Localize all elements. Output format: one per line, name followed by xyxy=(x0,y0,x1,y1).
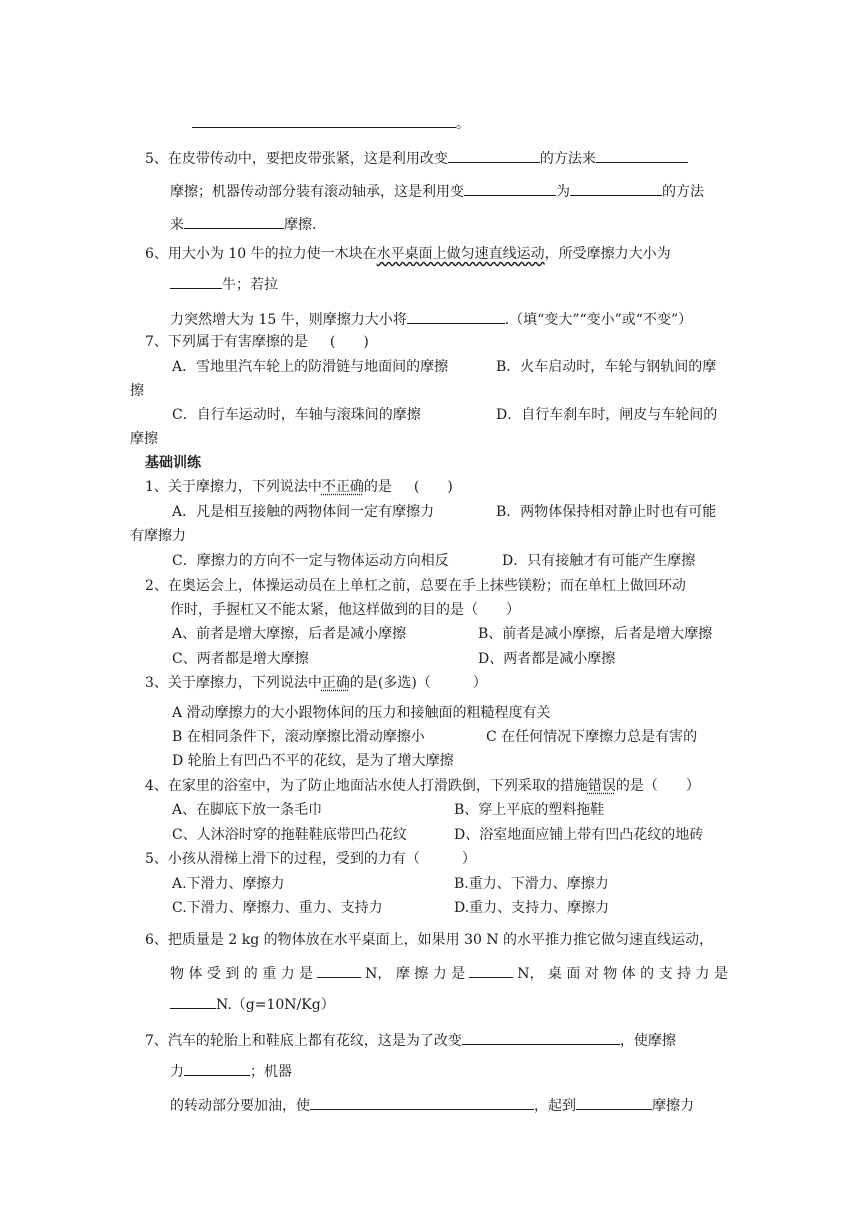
b2-line-1 xyxy=(145,576,686,596)
question-text: ，使摩擦 xyxy=(619,1033,676,1049)
q5-line-3 xyxy=(170,214,316,235)
question-number: 6、 xyxy=(145,932,168,948)
b2-option-a: A、前者是增大摩擦，后者是减小摩擦 xyxy=(172,626,407,642)
question-text: 在奥运会上，体操运动员在上单杠之前，总要在手上抹些镁粉；而在单杠上做回环动 xyxy=(167,578,686,594)
period: 。 xyxy=(456,116,470,132)
b7-line-2 xyxy=(170,1061,292,1082)
b6-line-2 xyxy=(170,963,728,984)
question-number: 6、 xyxy=(145,246,168,262)
emphasis-text: 正确 xyxy=(321,675,350,691)
question-text: 力突然增大为 15 牛，则摩擦力大小将 xyxy=(170,312,407,328)
question-text: 把质量是 2 kg 的物体放在水平桌面上，如果用 30 N 的水平推力推它做匀速直线运动， xyxy=(167,932,714,948)
question-number: 4、 xyxy=(145,778,168,794)
top-blank-line xyxy=(192,113,470,134)
b5-option-b: B.重力、下滑力、摩擦力 xyxy=(454,876,609,892)
question-text: 用大小为 10 牛的拉力使一木块在 xyxy=(167,246,377,262)
b1-option-d: D．只有接触才有可能产生摩擦 xyxy=(502,553,696,569)
answer-blank xyxy=(448,148,540,163)
question-text: 在家里的浴室中，为了防止地面沾水使人打滑跌倒，下列采取的措施 xyxy=(167,778,588,794)
b5-stem xyxy=(145,849,476,869)
question-text: 汽车的轮胎上和鞋底上都有花纹，这是为了改变 xyxy=(167,1033,462,1049)
b2-option-b: B、前者是减小摩擦，后者是增大摩擦 xyxy=(478,626,713,642)
question-text: 关于摩擦力，下列说法中 xyxy=(167,675,322,691)
question-text: 物 体 受 到 的 重 力 是 xyxy=(170,966,314,982)
q7-option-c: C．自行车运动时，车轴与滚珠间的摩擦 xyxy=(172,407,421,423)
question-text: ，起到 xyxy=(534,1098,576,1114)
question-text: 摩擦；机器传动部分装有滚动轴承，这是利用变 xyxy=(170,184,464,200)
answer-blank xyxy=(464,181,556,196)
question-number: 7、 xyxy=(145,334,168,350)
q6-line-2 xyxy=(170,274,278,295)
question-text: 为 xyxy=(556,184,570,200)
b2-option-d: D、两者都是减小摩擦 xyxy=(478,651,616,667)
b3-option-c: C 在任何情况下摩擦力总是有害的 xyxy=(486,729,698,745)
b1-option-b: B．两物体保持相对静止时也有可能 xyxy=(496,504,717,520)
b5-option-c: C.下滑力、摩擦力、重力、支持力 xyxy=(172,900,383,916)
question-text: N.（g=10N/Kg） xyxy=(216,997,335,1013)
b4-stem xyxy=(145,776,700,796)
question-text: N， 摩 擦 力 是 xyxy=(365,966,466,982)
emphasis-text: 不正确 xyxy=(321,479,364,495)
b1-option-c: C．摩擦力的方向不一定与物体运动方向相反 xyxy=(172,553,449,569)
answer-blank xyxy=(469,963,513,978)
answer-blank xyxy=(192,113,456,128)
q7-stem xyxy=(145,332,369,352)
q5-line-2 xyxy=(170,181,704,202)
question-text: 在皮带传动中，要把皮带张紧，这是利用改变 xyxy=(167,151,448,167)
b4-option-c: C、人沐浴时穿的拖鞋鞋底带凹凸花纹 xyxy=(172,827,407,843)
answer-blank xyxy=(310,1095,534,1110)
q7-option-b: B．火车启动时，车轮与钢轨间的摩 xyxy=(496,359,717,375)
question-number: 2、 xyxy=(145,578,168,594)
answer-paren: ( ) xyxy=(329,334,369,350)
b5-option-d: D.重力、支持力、摩擦力 xyxy=(454,900,610,916)
b1-option-b-cont: 有摩擦力 xyxy=(130,528,186,544)
q6-line-1 xyxy=(145,244,671,264)
question-text: 关于摩擦力，下列说法中 xyxy=(167,479,322,495)
q7-option-d: D．自行车刹车时，闸皮与车轮间的 xyxy=(496,407,718,423)
answer-blank xyxy=(170,994,216,1009)
answer-blank xyxy=(170,274,222,289)
b3-stem xyxy=(145,673,487,693)
question-text: N， 桌 面 对 物 体 的 支 持 力 是 xyxy=(517,966,728,982)
q5-line-1 xyxy=(145,148,688,169)
question-text: 摩擦. xyxy=(284,217,317,233)
question-text: ；机器 xyxy=(250,1064,292,1080)
b7-line-1 xyxy=(145,1030,676,1051)
question-text: 来 xyxy=(170,217,184,233)
b6-line-3 xyxy=(170,994,335,1015)
emphasis-text: 错误 xyxy=(587,778,616,794)
q7-option-d-cont: 摩擦 xyxy=(130,431,158,447)
question-number: 1、 xyxy=(145,479,168,495)
section-title: 基础训练 xyxy=(145,455,201,471)
b3-option-d: D 轮胎上有凹凸不平的花纹，是为了增大摩擦 xyxy=(172,753,454,769)
answer-paren: ( ) xyxy=(413,479,453,495)
question-text: 的方法来 xyxy=(539,151,596,167)
q7-option-b-cont: 擦 xyxy=(130,383,144,399)
b2-line-2: 作时，手握杠又不能太紧，他这样做到的目的是（ ） xyxy=(170,602,520,618)
answer-blank xyxy=(184,1061,250,1076)
b6-line-1 xyxy=(145,930,713,950)
question-text: 的是(多选)（ ） xyxy=(349,675,487,691)
answer-blank xyxy=(407,309,505,324)
question-number: 7、 xyxy=(145,1033,168,1049)
question-text: 牛；若拉 xyxy=(222,277,278,293)
b1-option-a: A．凡是相互接触的两物体间一定有摩擦力 xyxy=(172,504,435,520)
answer-blank xyxy=(596,148,688,163)
b5-option-a: A.下滑力、摩擦力 xyxy=(172,876,285,892)
answer-blank xyxy=(184,214,284,229)
question-text: 的是 xyxy=(363,479,392,495)
question-number: 5、 xyxy=(145,851,168,867)
question-text: 的转动部分要加油，使 xyxy=(170,1098,310,1114)
q7-option-a: A．雪地里汽车轮上的防滑链与地面间的摩擦 xyxy=(172,359,449,375)
question-text: 下列属于有害摩擦的是 xyxy=(167,334,308,350)
question-number: 3、 xyxy=(145,675,168,691)
emphasis-text: 水平桌面上做匀速直线运动 xyxy=(376,246,545,262)
b3-option-a: A 滑动摩擦力的大小跟物体间的压力和接触面的粗糙程度有关 xyxy=(172,705,551,721)
answer-blank xyxy=(462,1030,620,1045)
question-text: 的方法 xyxy=(662,184,704,200)
question-text: 摩擦力 xyxy=(652,1098,694,1114)
question-text: .（填“变大”“变小”或“不变”） xyxy=(504,312,693,328)
q6-line-3 xyxy=(170,309,692,330)
b4-option-a: A、在脚底下放一条毛巾 xyxy=(172,802,323,818)
b2-option-c: C、两者都是增大摩擦 xyxy=(172,651,309,667)
question-text: 力 xyxy=(170,1064,184,1080)
question-number: 5、 xyxy=(145,151,168,167)
answer-blank xyxy=(576,1095,652,1110)
question-text: ，所受摩擦力大小为 xyxy=(544,246,671,262)
b4-option-b: B、穿上平底的塑料拖鞋 xyxy=(454,802,605,818)
answer-blank xyxy=(317,963,361,978)
question-text: 的是（ ） xyxy=(615,778,700,794)
question-text: 小孩从滑梯上滑下的过程，受到的力有（ ） xyxy=(167,851,476,867)
answer-blank xyxy=(570,181,662,196)
b7-line-3 xyxy=(170,1095,694,1116)
b4-option-d: D、浴室地面应铺上带有凹凸花纹的地砖 xyxy=(454,827,704,843)
b3-option-b: B 在相同条件下，滚动摩擦比滑动摩擦小 xyxy=(172,729,425,745)
b1-stem xyxy=(145,477,453,497)
